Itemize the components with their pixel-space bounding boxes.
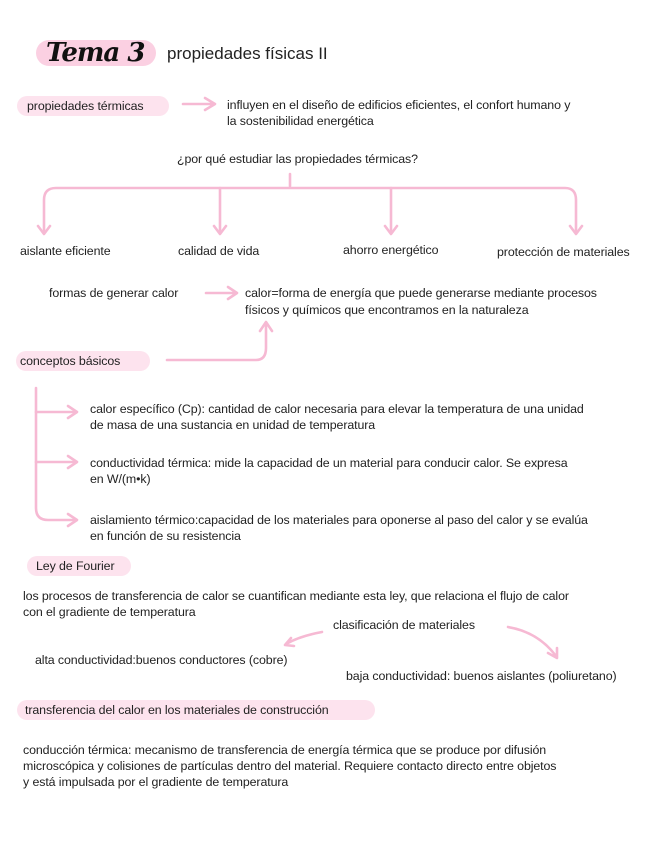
- thermal-description-line2: la sostenibilidad energética: [227, 114, 374, 128]
- concept-insulation-line1: aislamiento térmico:capacidad de los materiales para oponerse al paso del calor y se evalúa: [90, 513, 588, 527]
- why-question: ¿por qué estudiar las propiedades térmicas?: [177, 152, 418, 166]
- fourier-line1: los procesos de transferencia de calor se cuantifican mediante esta ley, que relaciona el flujo de calor: [23, 589, 569, 603]
- transfer-line3: y está impulsada por el gradiente de temperatura: [23, 775, 289, 789]
- thermal-description-line1: influyen en el diseño de edificios eficientes, el confort humano y: [227, 98, 571, 112]
- heat-definition-line2: físicos y químicos que encontramos en la naturaleza: [245, 303, 529, 317]
- page-title: Tema 3: [46, 38, 145, 68]
- page-subtitle: propiedades físicas II: [167, 44, 328, 63]
- heat-definition-line1: calor=forma de energía que puede generarse mediante procesos: [245, 286, 597, 300]
- transfer-line1: conducción térmica: mecanismo de transferencia de energía térmica que se produce por difusión: [23, 743, 547, 757]
- transfer-label: transferencia del calor en los materiales de construcción: [25, 703, 329, 717]
- thermal-properties-label: propiedades térmicas: [27, 99, 144, 113]
- fourier-line2: con el gradiente de temperatura: [23, 605, 196, 619]
- arrow-classification-low: [508, 627, 557, 658]
- basic-concepts-label: conceptos básicos: [20, 354, 121, 368]
- arrow-branch-bar: [44, 188, 576, 232]
- arrow-concepts-bracket: [36, 388, 76, 520]
- heat-generation-label: formas de generar calor: [49, 286, 179, 300]
- concept-cp-line1: calor específico (Cp): cantidad de calor necesaria para elevar la temperatura de una unidad: [90, 402, 584, 416]
- concept-conductivity-line2: en W/(m•k): [90, 472, 151, 486]
- reason-aislante: aislante eficiente: [20, 244, 111, 258]
- reason-calidad: calidad de vida: [178, 244, 260, 258]
- transfer-line2: microscópica y colisiones de partículas dentro del material. Requiere contacto directo entre objetos: [23, 759, 557, 773]
- fourier-label: Ley de Fourier: [36, 559, 115, 573]
- arrow-heat-definition: [206, 287, 237, 299]
- concept-insulation-line2: en función de su resistencia: [90, 529, 241, 543]
- low-conductivity: baja conductividad: buenos aislantes (poliuretano): [346, 669, 617, 683]
- arrow-concepts-up: [167, 322, 272, 360]
- reason-proteccion: protección de materiales: [497, 245, 630, 259]
- concept-cp-line2: de masa de una sustancia en unidad de temperatura: [90, 418, 376, 432]
- classification-label: clasificación de materiales: [333, 618, 475, 632]
- high-conductivity: alta conductividad:buenos conductores (cobre): [35, 653, 288, 667]
- arrow-classification-high: [285, 632, 322, 646]
- reason-ahorro: ahorro energético: [343, 243, 439, 257]
- concept-conductivity-line1: conductividad térmica: mide la capacidad de un material para conducir calor. Se expresa: [90, 456, 568, 470]
- arrow-thermal-description: [183, 98, 215, 110]
